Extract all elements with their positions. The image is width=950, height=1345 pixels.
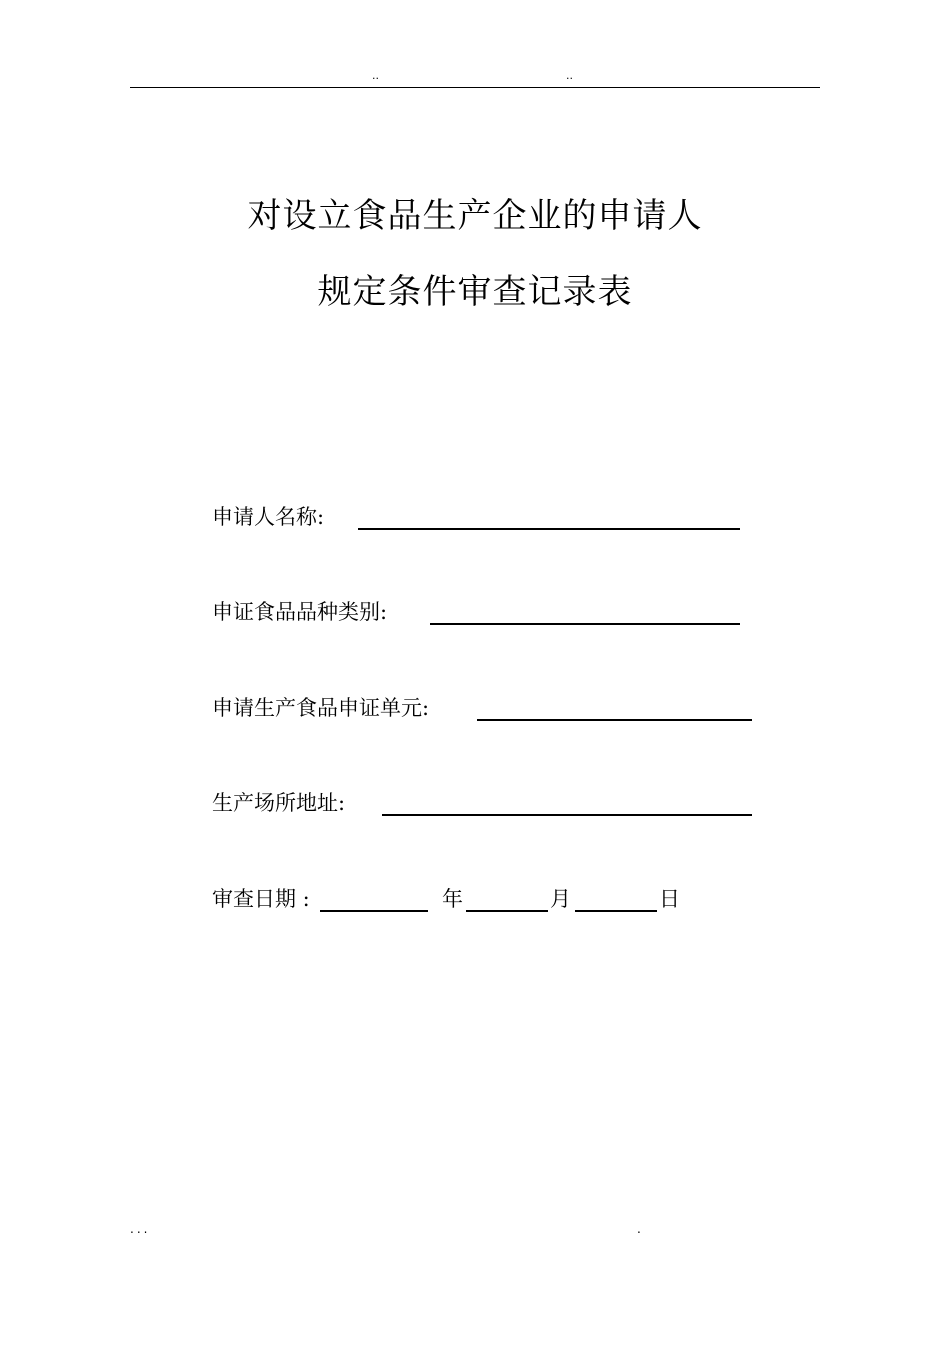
review-date-year-blank[interactable]	[320, 910, 428, 912]
applicant-name-blank[interactable]	[358, 528, 740, 530]
site-address-blank[interactable]	[382, 814, 752, 816]
review-date-month-label: 月	[550, 887, 571, 911]
footer-mark-right: .	[637, 1222, 644, 1236]
header-mark-left: ..	[372, 69, 379, 82]
review-date-month-blank[interactable]	[466, 910, 548, 912]
document-title-line1: 对设立食品生产企业的申请人	[247, 196, 703, 236]
header-rule	[130, 87, 820, 88]
review-date-label: 审查日期 :	[212, 887, 310, 911]
food-category-blank[interactable]	[430, 623, 740, 625]
production-unit-label: 申请生产食品申证单元:	[212, 696, 430, 720]
review-date-day-blank[interactable]	[575, 910, 657, 912]
food-category-label: 申证食品品种类别:	[212, 600, 388, 624]
review-date-year-label: 年	[442, 887, 463, 911]
footer-mark-left: ...	[130, 1222, 151, 1236]
review-date-day-label: 日	[659, 887, 680, 911]
production-unit-blank[interactable]	[477, 719, 752, 721]
document-title-line2: 规定条件审查记录表	[317, 272, 633, 312]
applicant-name-label: 申请人名称:	[212, 505, 325, 529]
site-address-label: 生产场所地址:	[212, 791, 346, 815]
header-mark-right: ..	[566, 69, 573, 82]
